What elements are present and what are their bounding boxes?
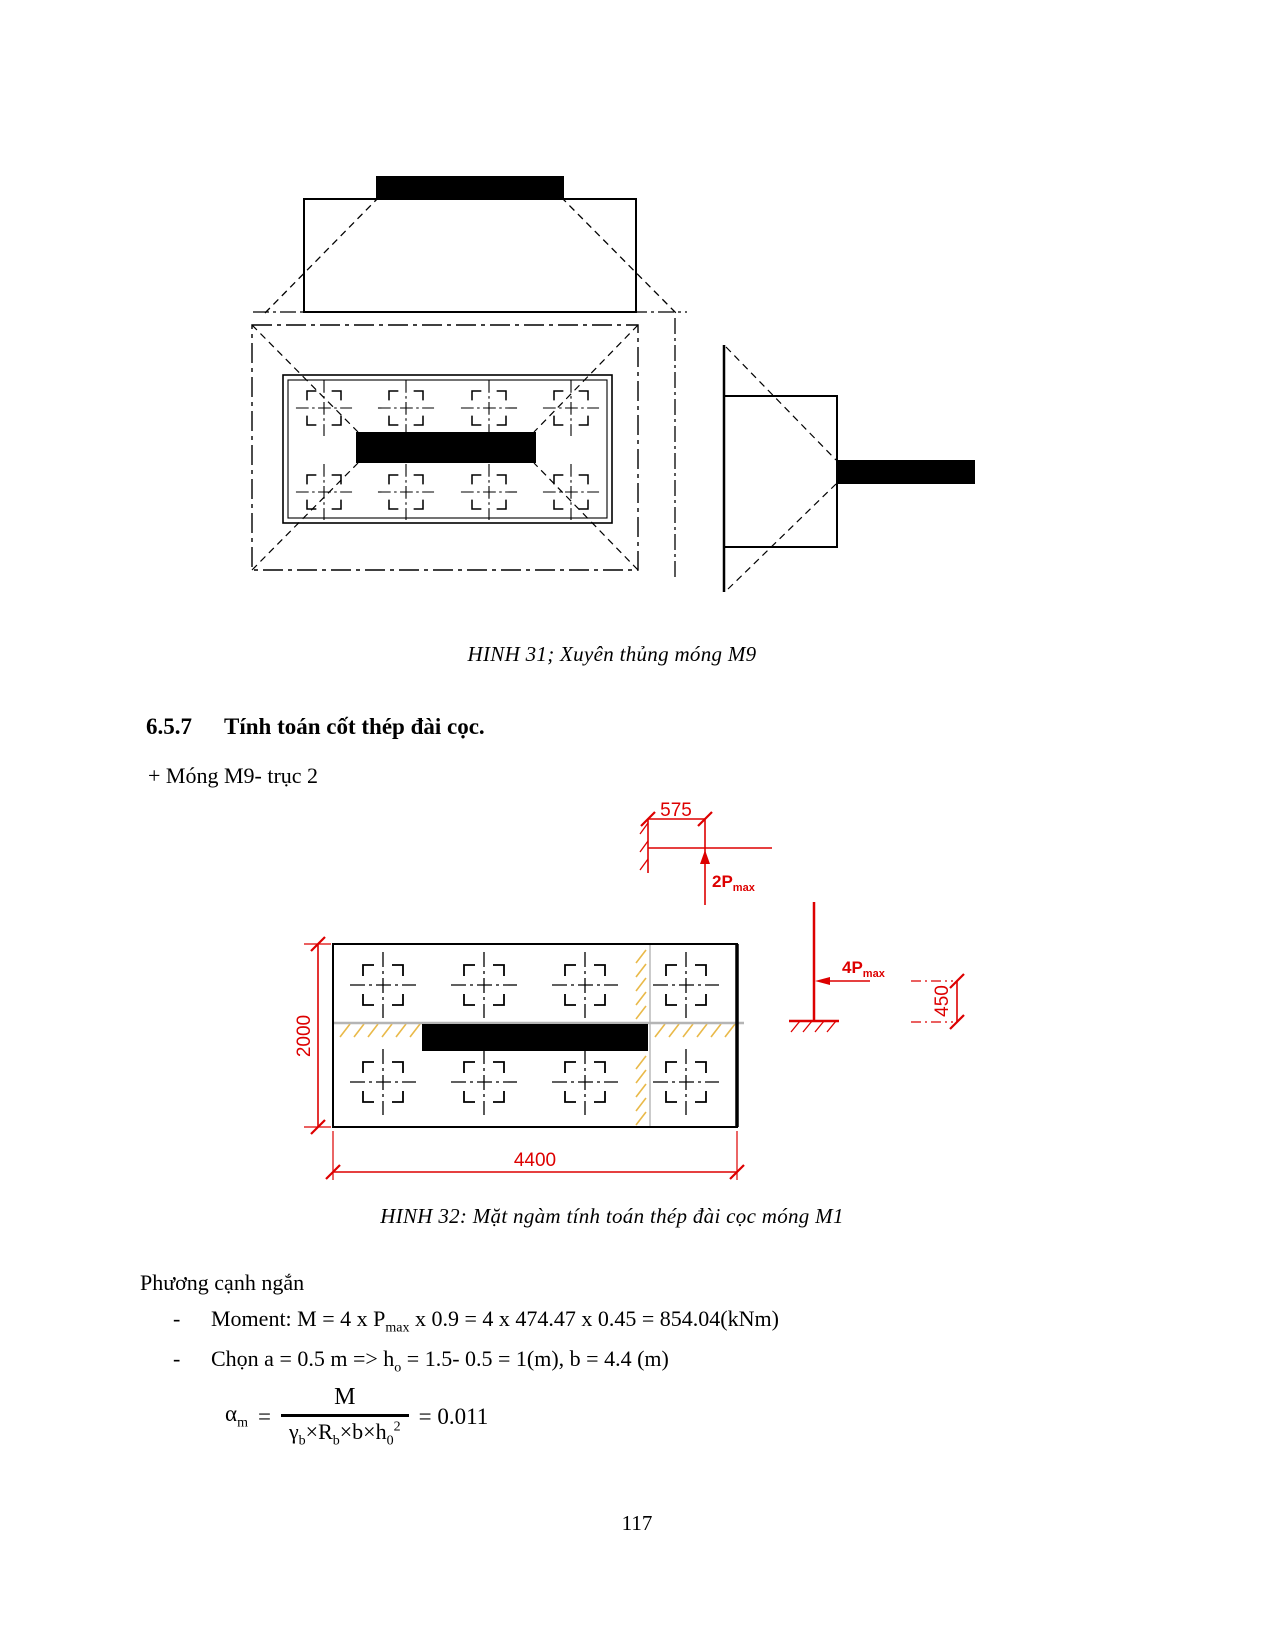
fig31-plan-diagonal: [252, 325, 358, 432]
formula-equals: =: [257, 1403, 271, 1429]
dim-2000: [294, 937, 331, 1134]
formula-denominator: $\gamma_b\times R_b\times b\times h_0^2$: [281, 1414, 409, 1449]
fig31-column-section: [376, 176, 564, 199]
pile-symbol: [461, 380, 517, 436]
fig31-side-diagonal: [728, 484, 836, 589]
formula-lhs: $\alpha_m$: [225, 1401, 248, 1431]
pile-symbol: [552, 952, 618, 1018]
dim-575-label: 575: [660, 800, 692, 821]
page-number: 117: [621, 1511, 653, 1535]
pile-symbol: [378, 380, 434, 436]
formula-fraction: [281, 1384, 409, 1449]
dim-4400-label: 4400: [513, 1150, 557, 1171]
pile-symbol: [461, 464, 517, 520]
pile-symbol: [653, 952, 719, 1018]
pile-symbol: [451, 952, 517, 1018]
subsection-line: + Móng M9- trục 2: [148, 763, 319, 788]
pile-symbol: [543, 464, 599, 520]
chon-text: Chọn a = 0.5 m => h: [211, 1346, 395, 1371]
fig31-side-diagonal: [726, 347, 836, 460]
moment-bullet: [173, 1306, 779, 1336]
moment-text: Moment: M = 4 x P: [211, 1306, 386, 1331]
pile-symbol: [552, 1049, 618, 1115]
chon-bullet: [173, 1346, 669, 1376]
fig31-pilecap-elevation: [304, 199, 636, 312]
formula-numerator: M: [334, 1384, 356, 1410]
fig32-column-plan: [422, 1024, 648, 1051]
figure32-drawing: [260, 745, 1000, 1185]
direction-heading: Phương cạnh ngắn: [140, 1270, 305, 1295]
ho-subscript: o: [394, 1360, 402, 1376]
dim-450-label: 450: [932, 985, 953, 1017]
dim-4400: [326, 1131, 744, 1180]
figure32-caption: HINH 32: Mặt ngàm tính toán thép đài cọc móng M1: [380, 1204, 844, 1228]
arrow-left-icon: [815, 977, 830, 985]
bullet-dash: -: [173, 1346, 181, 1371]
pile-symbol: [350, 1049, 416, 1115]
figure31-caption: HINH 31; Xuyên thủng móng M9: [467, 642, 757, 666]
formula-result: = 0.011: [418, 1403, 489, 1429]
fig31-elevation-view: [253, 176, 687, 313]
force-4pmax-label: $4P_{max}$: [842, 958, 885, 980]
section-title: Tính toán cốt thép đài cọc.: [224, 714, 485, 739]
figure31-drawing: [230, 150, 1000, 600]
dim-2000-label: 2000: [294, 1014, 315, 1058]
fig31-plan-diagonal: [534, 325, 638, 432]
fig31-beam-section: [837, 460, 975, 484]
fig31-plan-diagonal: [252, 463, 358, 570]
pile-symbol: [350, 952, 416, 1018]
force-2pmax-label: $2P_{max}$: [712, 872, 755, 894]
pile-symbol: [296, 464, 352, 520]
fig31-side-view: [675, 318, 975, 592]
bullet-dash: -: [173, 1306, 181, 1331]
dim-450: [911, 974, 964, 1029]
pile-symbol: [451, 1049, 517, 1115]
fig31-side-outline: [724, 396, 837, 547]
fig31-plan-diagonal: [534, 463, 638, 570]
moment-text-rest: x 0.9 = 4 x 474.47 x 0.45 = 854.04(kNm): [409, 1306, 779, 1331]
fig31-plan-view: [252, 325, 638, 570]
section-heading: [146, 714, 485, 740]
fig32-pilecap-plan: [333, 944, 737, 1127]
pile-symbol: [378, 464, 434, 520]
arrow-up-icon: [700, 850, 710, 864]
pile-symbol: [296, 380, 352, 436]
chon-text-rest: = 1.5- 0.5 = 1(m), b = 4.4 (m): [401, 1346, 669, 1371]
section-number: 6.5.7: [146, 714, 192, 739]
fig31-punch-cone-right: [561, 197, 676, 313]
fig31-column-plan: [356, 432, 536, 463]
fig31-punch-cone-left: [265, 197, 379, 313]
pmax-subscript: max: [385, 1320, 410, 1336]
fig32-dimensions: [294, 800, 964, 1180]
alpha-formula: [225, 1384, 488, 1449]
pile-symbol: [543, 380, 599, 436]
pile-symbol: [653, 1049, 719, 1115]
